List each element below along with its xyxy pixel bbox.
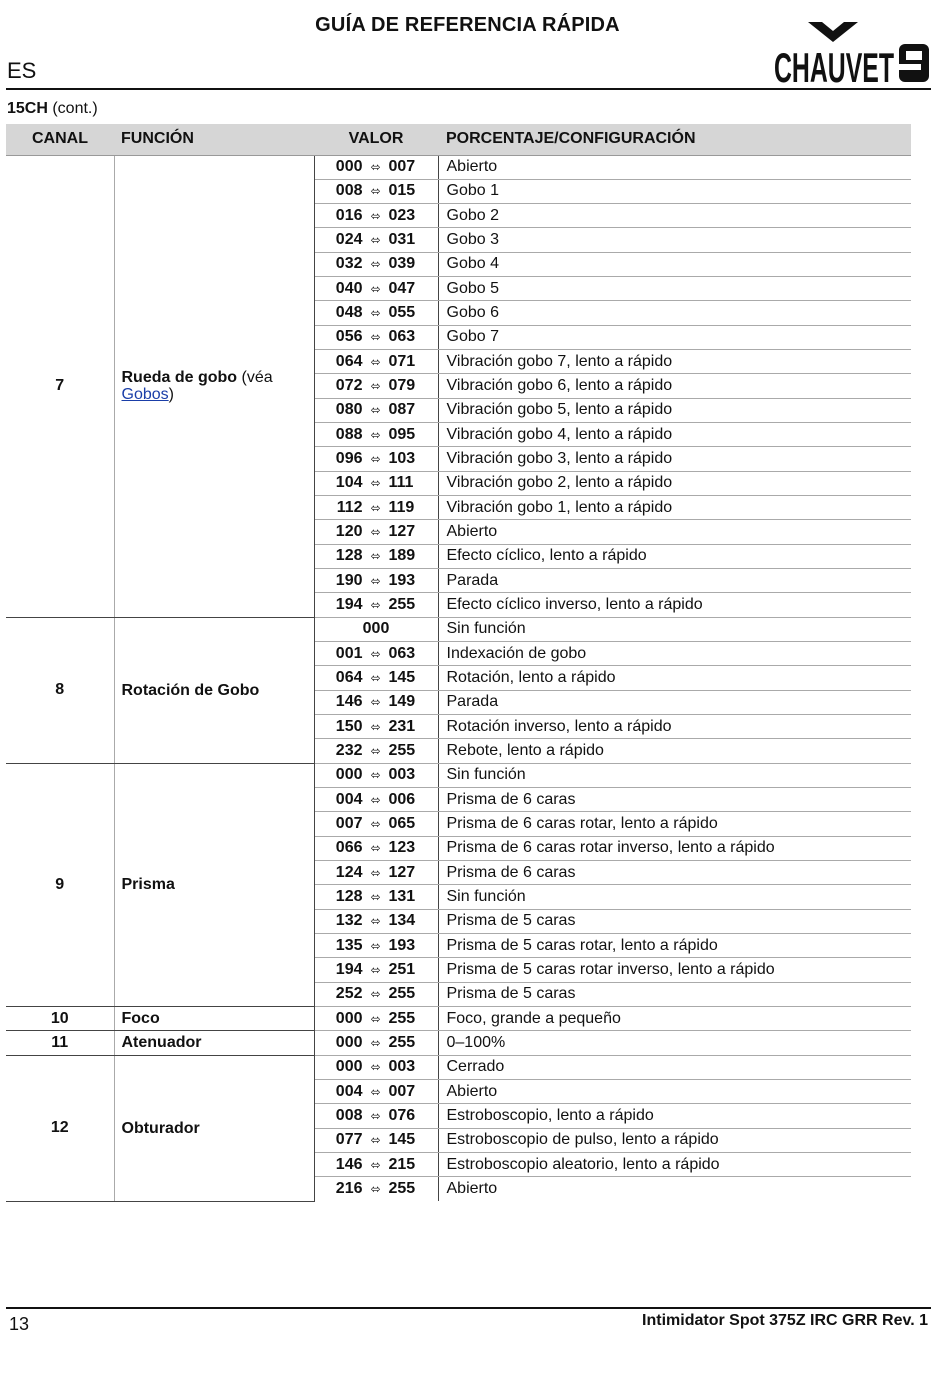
setting-description: Indexación de gobo [438, 642, 911, 666]
table-header-row [6, 124, 911, 155]
document-title: Intimidator Spot 375Z IRC GRR Rev. 1 [642, 1312, 928, 1329]
range-arrow-icon: ⬄ [370, 1060, 381, 1075]
setting-description: Rotación, lento a rápido [438, 666, 911, 690]
channel-function: Rueda de gobo (véa Gobos) [114, 155, 314, 617]
dmx-value-range: 000 ⬄ 003 [314, 1055, 438, 1079]
table-row [6, 1055, 911, 1079]
dmx-value-range: 004 ⬄ 006 [314, 788, 438, 812]
range-arrow-icon: ⬄ [370, 281, 381, 296]
dmx-value-range: 128 ⬄ 131 [314, 885, 438, 909]
dmx-value-range: 004 ⬄ 007 [314, 1079, 438, 1103]
setting-description: Prisma de 5 caras rotar, lento a rápido [438, 934, 911, 958]
range-arrow-icon: ⬄ [370, 719, 381, 734]
range-arrow-icon: ⬄ [370, 1084, 381, 1099]
range-arrow-icon: ⬄ [370, 914, 381, 929]
setting-description: Gobo 4 [438, 252, 911, 276]
range-arrow-icon: ⬄ [370, 525, 381, 540]
setting-description: Gobo 7 [438, 325, 911, 349]
dmx-value-range: 001 ⬄ 063 [314, 642, 438, 666]
table-row [6, 763, 911, 787]
table-row [6, 1031, 911, 1055]
range-arrow-icon: ⬄ [370, 573, 381, 588]
range-arrow-icon: ⬄ [370, 890, 381, 904]
setting-description: Efecto cíclico, lento a rápido [438, 544, 911, 568]
range-arrow-icon: ⬄ [370, 598, 381, 613]
channel-number: 7 [6, 155, 114, 617]
dmx-value-range: 190 ⬄ 193 [314, 569, 438, 593]
setting-description: Prisma de 6 caras rotar, lento a rápido [438, 812, 911, 836]
channel-function: Foco [114, 1006, 314, 1030]
range-arrow-icon: ⬄ [370, 500, 381, 515]
range-arrow-icon: ⬄ [370, 257, 381, 272]
setting-description: Gobo 5 [438, 277, 911, 301]
channel-function: Rotación de Gobo [114, 617, 314, 763]
column-header-canal: CANAL [6, 124, 114, 155]
setting-description: Prisma de 5 caras [438, 909, 911, 933]
page-title: GUÍA DE REFERENCIA RÁPIDA [315, 14, 620, 36]
range-arrow-icon: ⬄ [370, 1035, 381, 1050]
table-row [6, 617, 911, 641]
dmx-value-range: 000 ⬄ 255 [314, 1006, 438, 1030]
setting-description: Parada [438, 690, 911, 714]
dmx-value-range: 007 ⬄ 065 [314, 812, 438, 836]
dmx-value-range: 000 [314, 617, 438, 641]
dmx-value-range: 024 ⬄ 031 [314, 228, 438, 252]
setting-description: Prisma de 5 caras [438, 982, 911, 1006]
setting-description: Estroboscopio aleatorio, lento a rápido [438, 1152, 911, 1176]
range-arrow-icon: ⬄ [370, 427, 381, 442]
setting-description: Prisma de 6 caras rotar inverso, lento a rápido [438, 836, 911, 860]
column-header-valor: VALOR [314, 124, 438, 155]
dmx-value-range: 232 ⬄ 255 [314, 739, 438, 763]
range-arrow-icon: ⬄ [370, 744, 381, 759]
range-arrow-icon: ⬄ [370, 865, 381, 880]
channel-number: 12 [6, 1055, 114, 1201]
setting-description: Gobo 1 [438, 179, 911, 203]
language-code: ES [7, 58, 37, 83]
setting-description: Vibración gobo 4, lento a rápido [438, 423, 911, 447]
range-arrow-icon: ⬄ [370, 330, 381, 345]
dmx-value-range: 146 ⬄ 149 [314, 690, 438, 714]
setting-description: Vibración gobo 1, lento a rápido [438, 496, 911, 520]
range-arrow-icon: ⬄ [370, 208, 381, 223]
setting-description: Vibración gobo 2, lento a rápido [438, 471, 911, 495]
range-arrow-icon: ⬄ [370, 987, 381, 1002]
table-body [6, 155, 911, 1201]
dmx-value-range: 088 ⬄ 095 [314, 423, 438, 447]
setting-description: Vibración gobo 7, lento a rápido [438, 350, 911, 374]
range-arrow-icon: ⬄ [370, 962, 381, 977]
range-arrow-icon: ⬄ [370, 476, 381, 491]
footer-rule [6, 1307, 931, 1309]
dmx-value-range: 216 ⬄ 255 [314, 1177, 438, 1201]
setting-description: Vibración gobo 5, lento a rápido [438, 398, 911, 422]
column-header-funcion: FUNCIÓN [114, 124, 314, 155]
setting-description: Vibración gobo 6, lento a rápido [438, 374, 911, 398]
dmx-value-range: 064 ⬄ 071 [314, 350, 438, 374]
dmx-value-range: 112 ⬄ 119 [314, 496, 438, 520]
setting-description: Sin función [438, 885, 911, 909]
dmx-value-range: 032 ⬄ 039 [314, 252, 438, 276]
range-arrow-icon: ⬄ [370, 1157, 381, 1172]
dmx-value-range: 096 ⬄ 103 [314, 447, 438, 471]
setting-description: Sin función [438, 763, 911, 787]
setting-description: Cerrado [438, 1055, 911, 1079]
range-arrow-icon: ⬄ [370, 671, 381, 686]
dmx-value-range: 104 ⬄ 111 [314, 471, 438, 495]
range-arrow-icon: ⬄ [370, 354, 381, 369]
range-arrow-icon: ⬄ [370, 233, 381, 248]
setting-description: Vibración gobo 3, lento a rápido [438, 447, 911, 471]
header-rule [6, 88, 931, 90]
range-arrow-icon: ⬄ [370, 306, 381, 321]
svg-text:CHAUVET: CHAUVET [774, 44, 895, 86]
table-row [6, 155, 911, 179]
range-arrow-icon: ⬄ [370, 1011, 381, 1026]
dmx-value-range: 048 ⬄ 055 [314, 301, 438, 325]
dmx-value-range: 000 ⬄ 255 [314, 1031, 438, 1055]
setting-description: 0–100% [438, 1031, 911, 1055]
setting-description: Abierto [438, 520, 911, 544]
setting-description: Abierto [438, 155, 911, 179]
dmx-value-range: 056 ⬄ 063 [314, 325, 438, 349]
setting-description: Rebote, lento a rápido [438, 739, 911, 763]
dmx-value-range: 135 ⬄ 193 [314, 934, 438, 958]
range-arrow-icon: ⬄ [370, 938, 381, 953]
range-arrow-icon: ⬄ [370, 160, 381, 175]
dmx-value-range: 072 ⬄ 079 [314, 374, 438, 398]
dmx-value-range: 000 ⬄ 003 [314, 763, 438, 787]
range-arrow-icon: ⬄ [370, 403, 381, 418]
table-row [6, 1006, 911, 1030]
setting-description: Gobo 6 [438, 301, 911, 325]
range-arrow-icon: ⬄ [370, 695, 381, 710]
range-arrow-icon: ⬄ [370, 792, 381, 807]
dmx-value-range: 120 ⬄ 127 [314, 520, 438, 544]
dmx-value-range: 194 ⬄ 255 [314, 593, 438, 617]
dmx-value-range: 008 ⬄ 015 [314, 179, 438, 203]
range-arrow-icon: ⬄ [370, 646, 381, 661]
dmx-value-range: 064 ⬄ 145 [314, 666, 438, 690]
dmx-value-range: 008 ⬄ 076 [314, 1104, 438, 1128]
setting-description: Efecto cíclico inverso, lento a rápido [438, 593, 911, 617]
setting-description: Prisma de 5 caras rotar inverso, lento a rápido [438, 958, 911, 982]
setting-description: Estroboscopio de pulso, lento a rápido [438, 1128, 911, 1152]
setting-description: Abierto [438, 1079, 911, 1103]
channel-number: 10 [6, 1006, 114, 1030]
dmx-value-range: 000 ⬄ 007 [314, 155, 438, 179]
page-number: 13 [9, 1314, 30, 1334]
range-arrow-icon: ⬄ [370, 1182, 381, 1197]
setting-description: Abierto [446, 1180, 498, 1198]
dmx-value-range: 040 ⬄ 047 [314, 277, 438, 301]
range-arrow-icon: ⬄ [370, 1133, 381, 1148]
setting-description: Rotación inverso, lento a rápido [438, 715, 911, 739]
dmx-value-range: 080 ⬄ 087 [314, 398, 438, 422]
dmx-value-range: 066 ⬄ 123 [314, 836, 438, 860]
range-arrow-icon: ⬄ [370, 379, 381, 394]
range-arrow-icon: ⬄ [370, 817, 381, 832]
range-arrow-icon: ⬄ [370, 452, 381, 467]
dmx-value-range: 124 ⬄ 127 [314, 861, 438, 885]
dmx-value-range: 016 ⬄ 023 [314, 204, 438, 228]
dmx-value-range: 194 ⬄ 251 [314, 958, 438, 982]
channel-number: 8 [6, 617, 114, 763]
section-label: 15CH (cont.) [7, 100, 98, 117]
setting-description: Prisma de 6 caras [438, 861, 911, 885]
range-arrow-icon: ⬄ [370, 841, 381, 856]
dmx-value-range: 128 ⬄ 189 [314, 544, 438, 568]
dmx-value-range: 132 ⬄ 134 [314, 909, 438, 933]
chauvet-dj-logo [772, 20, 932, 86]
dmx-channel-table [6, 124, 911, 1202]
dmx-value-range: 146 ⬄ 215 [314, 1152, 438, 1176]
setting-description: Parada [438, 569, 911, 593]
channel-function: Prisma [114, 763, 314, 1006]
channel-function: Atenuador [114, 1031, 314, 1055]
channel-number: 11 [6, 1031, 114, 1055]
setting-description: Foco, grande a pequeño [438, 1006, 911, 1030]
dmx-value-range: 252 ⬄ 255 [314, 982, 438, 1006]
channel-number: 9 [6, 763, 114, 1006]
range-arrow-icon: ⬄ [370, 549, 381, 564]
setting-description: Gobo 2 [438, 204, 911, 228]
range-arrow-icon: ⬄ [370, 768, 381, 783]
dmx-value-range: 150 ⬄ 231 [314, 715, 438, 739]
dmx-value-range: 077 ⬄ 145 [314, 1128, 438, 1152]
range-arrow-icon: ⬄ [370, 184, 381, 199]
setting-description: Sin función [438, 617, 911, 641]
setting-description: Estroboscopio, lento a rápido [438, 1104, 911, 1128]
setting-description: Gobo 3 [438, 228, 911, 252]
setting-description: Prisma de 6 caras [438, 788, 911, 812]
column-header-porcentaje: PORCENTAJE/CONFIGURACIÓN [438, 124, 911, 155]
channel-function: Obturador [114, 1055, 314, 1201]
gobos-link[interactable]: Gobos [121, 386, 169, 404]
range-arrow-icon: ⬄ [370, 1108, 381, 1123]
